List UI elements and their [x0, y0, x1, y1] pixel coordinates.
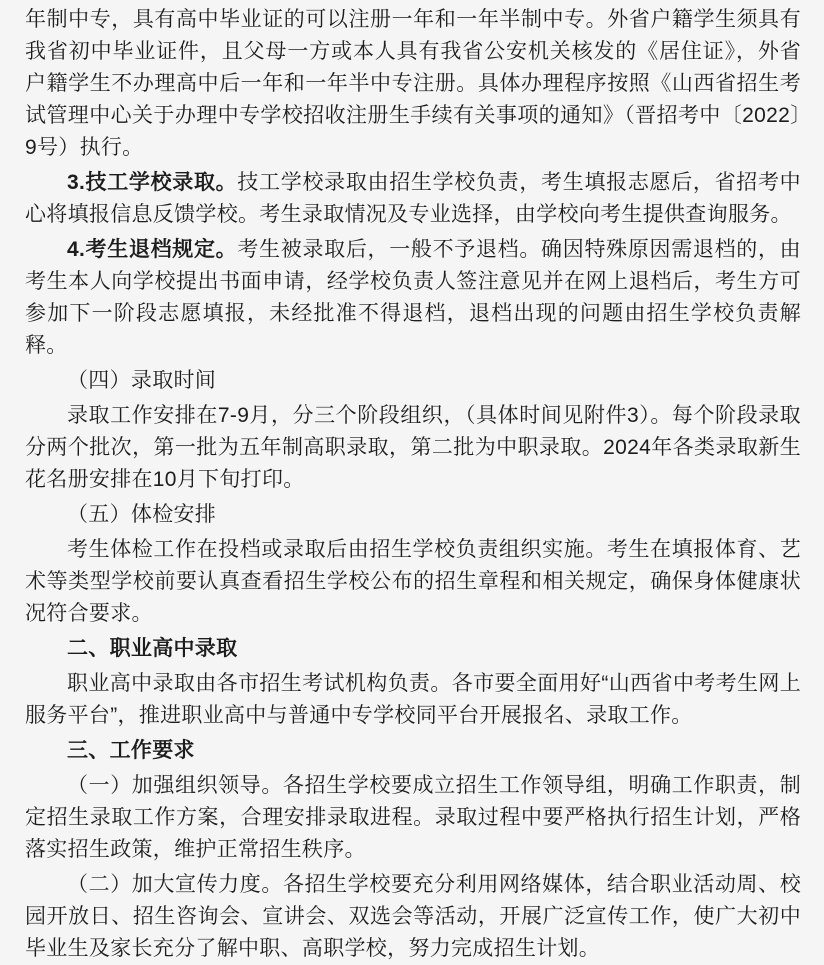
paragraph-text: 职业高中录取由各市招生考试机构负责。各市要全面用好“山西省中考考生网上服务平台”，推进职业高中与普通中专学校同平台开展报名、录取工作。	[25, 672, 801, 727]
paragraph-text: （五）体检安排	[67, 503, 217, 526]
paragraph-admission-schedule	[25, 400, 801, 496]
paragraph-text: 技工学校录取由招生学校负责，考生填报志愿后，省招考中心将填报信息反馈学校。考生录取情况及专业选择，由学校向考生提供查询服务。	[25, 171, 801, 226]
paragraph-physical-exam-detail	[25, 534, 801, 630]
heading-work-requirements	[25, 735, 801, 767]
paragraph-strengthen-leadership	[25, 770, 801, 866]
paragraph-item-3-technical-school	[25, 167, 801, 231]
paragraph-text: 年制中专，具有高中毕业证的可以注册一年和一年半制中专。外省户籍学生须具有我省初中毕业证件，且父母一方或本人具有我省公安机关核发的《居住证》，外省户籍学生不办理高中后一年和一年半中专注册。具体办理程序按照《山西省招生考试管理中心关于办理中专学校招收注册生手续有关事项的通知》（晋招考中〔2022〕9号）执行。	[25, 8, 801, 159]
paragraph-lead: 4.考生退档规定。	[67, 238, 238, 261]
paragraph-lead: 3.技工学校录取。	[67, 171, 238, 194]
paragraph-continuation	[25, 4, 801, 164]
paragraph-text: 录取工作安排在7-9月，分三个阶段组织，（具体时间见附件3）。每个阶段录取分两个批次，第一批为五年制高职录取，第二批为中职录取。2024年各类录取新生花名册安排在10月下旬打印。	[25, 404, 801, 491]
heading-text: 三、工作要求	[67, 739, 195, 762]
paragraph-text: （四）录取时间	[67, 369, 217, 392]
heading-vocational-high-school	[25, 633, 801, 665]
paragraph-vocational-high-school-detail	[25, 668, 801, 732]
subheading-admission-time	[25, 365, 801, 397]
paragraph-text: （二）加大宣传力度。各招生学校要充分利用网络媒体，结合职业活动周、校园开放日、招生咨询会、宣讲会、双选会等活动，开展广泛宣传工作，使广大初中毕业生及家长充分了解中职、高职学校，努力完成招生计划。	[25, 873, 801, 960]
paragraph-text: 考生体检工作在投档或录取后由招生学校负责组织实施。考生在填报体育、艺术等类型学校前要认真查看招生学校公布的招生章程和相关规定，确保身体健康状况符合要求。	[25, 538, 801, 625]
subheading-physical-exam	[25, 499, 801, 531]
paragraph-item-4-withdrawal-rules	[25, 234, 801, 362]
heading-text: 二、职业高中录取	[67, 637, 238, 660]
paragraph-text: 考生被录取后，一般不予退档。确因特殊原因需退档的，由考生本人向学校提出书面申请，经学校负责人签注意见并在网上退档后，考生方可参加下一阶段志愿填报，未经批准不得退档，退档出现的问题由招生学校负责解释。	[25, 238, 801, 357]
paragraph-increase-publicity	[25, 869, 801, 965]
paragraph-text: （一）加强组织领导。各招生学校要成立招生工作领导组，明确工作职责，制定招生录取工作方案，合理安排录取进程。录取过程中要严格执行招生计划，严格落实招生政策，维护正常招生秩序。	[25, 774, 801, 861]
